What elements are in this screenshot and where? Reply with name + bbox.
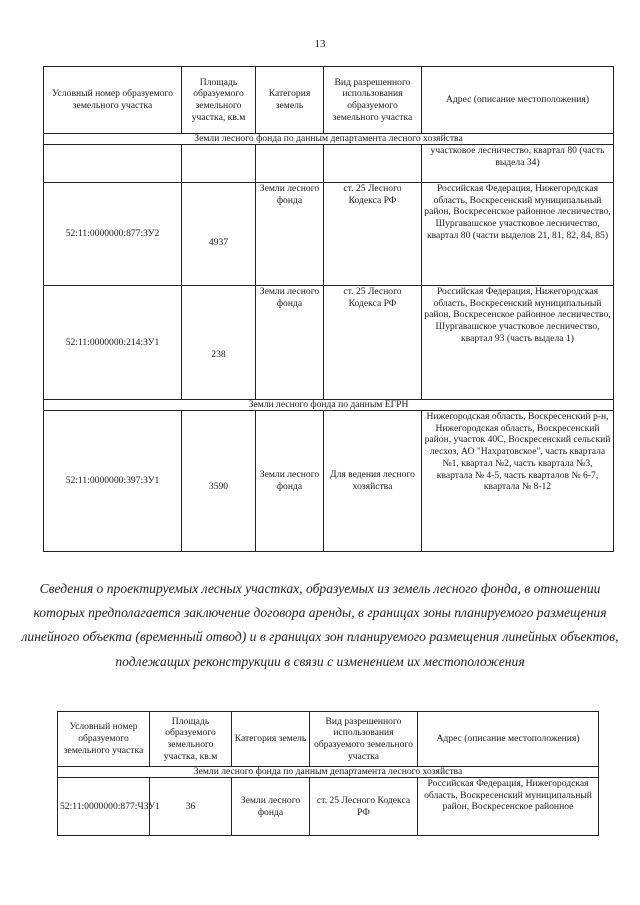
permitted-use: Для ведения лесного хозяйства xyxy=(324,411,422,552)
table-row xyxy=(44,145,614,183)
table-header-row xyxy=(58,712,599,767)
section-row xyxy=(44,134,614,145)
plot-address: Нижегородская область, Воскресенский р-н, Нижегородская область, Воскресенский район, участок 40С, Воскресенский сельский лесхоз, АО "Нахратовское", часть квартала №1, квартал №2, часть квартала №3, квартала № 4-5, часть кварталов № 6-7, квартала № 8-12 xyxy=(422,411,614,552)
plot-address: Российская Федерация, Нижегородская область, Воскресенский муниципальный район, Воскресенское районное лесничество, Шургавашское участковое лесничество, квартал 80 (части выделов 21, 81, 82, 84, 85) xyxy=(422,183,614,286)
plot-number: 52:11:0000000:877:ЧЗУ1 xyxy=(58,778,150,836)
permitted-use: ст. 25 Лесного Кодекса РФ xyxy=(310,778,418,836)
land-category: Земли лесного фонда xyxy=(256,411,324,552)
header-category: Категория земель xyxy=(232,712,310,767)
section-title: Земли лесного фонда по данным департамента лесного хозяйства xyxy=(58,767,599,778)
header-category: Категория земель xyxy=(256,67,324,134)
plot-number: 52:11:0000000:214:ЗУ1 xyxy=(44,286,182,400)
plot-area: 3590 xyxy=(182,411,256,552)
land-category: Земли лесного фонда xyxy=(256,183,324,286)
lease-plots-table xyxy=(57,711,599,836)
header-address: Адрес (описание местоположения) xyxy=(418,712,599,767)
header-area: Площадь образуемого земельного участка, кв.м xyxy=(182,67,256,134)
table-row xyxy=(44,411,614,552)
section-row xyxy=(44,400,614,411)
permitted-use: ст. 25 Лесного Кодекса РФ xyxy=(324,183,422,286)
plot-number: 52:11:0000000:397:ЗУ1 xyxy=(44,411,182,552)
header-permitted-use: Вид разрешенного использования образуемого земельного участка xyxy=(310,712,418,767)
table-header-row xyxy=(44,67,614,134)
header-permitted-use: Вид разрешенного использования образуемого земельного участка xyxy=(324,67,422,134)
section-heading: Сведения о проектируемых лесных участках, образуемых из земель лесного фонда, в отношении которых предполагается заключение договора аренды, в границах зоны планируемого размещения линейного объекта (временный отвод) и в границах зон планируемого размещения линейных объектов, подлежащих реконструкции в связи с изменением их местоположения xyxy=(21,581,619,669)
plot-area: 36 xyxy=(150,778,232,836)
plot-address: Российская Федерация, Нижегородская область, Воскресенский муниципальный район, Воскресенское районное лесничество, Шургавашское участковое лесничество, квартал 93 (часть выдела 1) xyxy=(422,286,614,400)
header-plot-number: Условный номер образуемого земельного участка xyxy=(44,67,182,134)
header-plot-number: Условный номер образуемого земельного участка xyxy=(58,712,150,767)
land-plots-table xyxy=(43,66,614,552)
address-continuation: участковое лесничество, квартал 80 (часть выдела 34) xyxy=(422,145,614,183)
permitted-use: ст. 25 Лесного Кодекса РФ xyxy=(324,286,422,400)
section-row xyxy=(58,767,599,778)
table-row xyxy=(44,183,614,286)
plot-address: Российская Федерация, Нижегородская область, Воскресенский муниципальный район, Воскресенское районное xyxy=(418,778,599,836)
plot-area: 238 xyxy=(182,286,256,400)
page-number: 13 xyxy=(314,38,326,50)
header-address: Адрес (описание местоположения) xyxy=(422,67,614,134)
land-category: Земли лесного фонда xyxy=(256,286,324,400)
header-area: Площадь образуемого земельного участка, кв.м xyxy=(150,712,232,767)
section-title: Земли лесного фонда по данным ЕГРН xyxy=(44,400,614,411)
plot-number: 52:11:0000000:877:ЗУ2 xyxy=(44,183,182,286)
land-category: Земли лесного фонда xyxy=(232,778,310,836)
table-row xyxy=(58,778,599,836)
section-title: Земли лесного фонда по данным департамента лесного хозяйства xyxy=(44,134,614,145)
table-row xyxy=(44,286,614,400)
plot-area: 4937 xyxy=(182,183,256,286)
